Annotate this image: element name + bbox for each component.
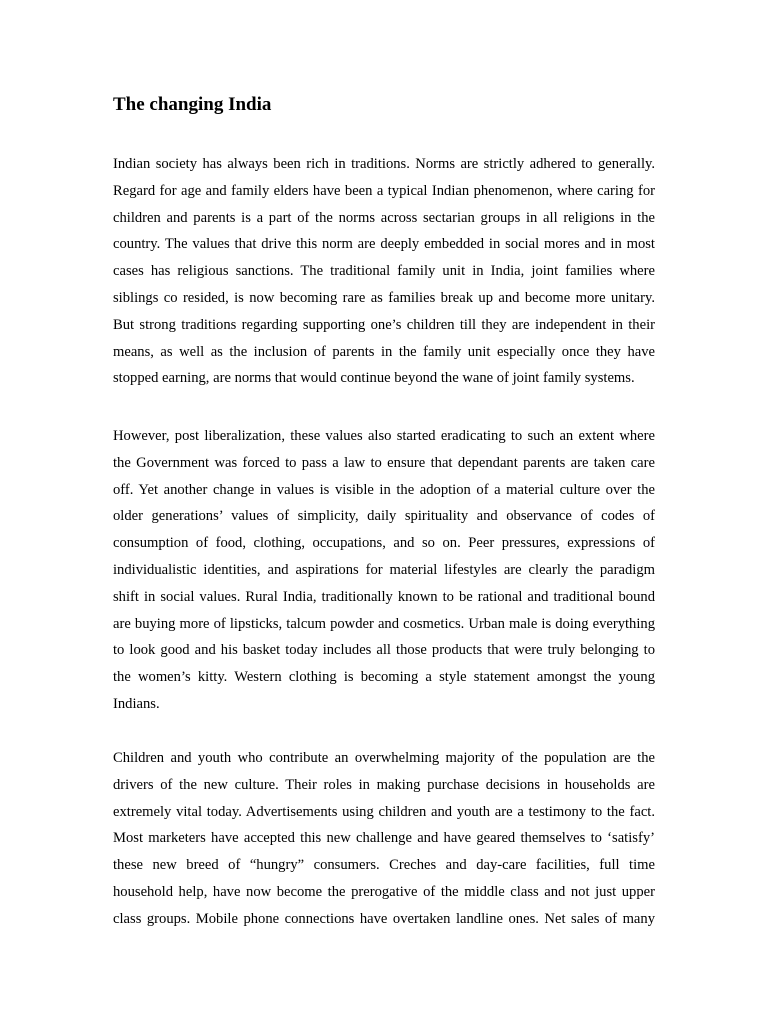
text-line: extremely vital today. Advertisements using children and youth are a testimony to the fact.: [113, 803, 655, 820]
paragraph-1: [113, 151, 655, 392]
text-line: class groups. Mobile phone connections have overtaken landline ones. Net sales of many: [113, 910, 655, 927]
text-line: Regard for age and family elders have been a typical Indian phenomenon, where caring for: [113, 182, 655, 199]
paragraph-3: [113, 745, 655, 933]
text-line: individualistic identities, and aspirations for material lifestyles are clearly the paradigm: [113, 561, 655, 578]
text-line: Most marketers have accepted this new challenge and have geared themselves to ‘satisfy’: [113, 830, 655, 847]
paragraph-2: [113, 423, 655, 718]
text-line: shift in social values. Rural India, traditionally known to be rational and traditional bound: [113, 588, 655, 605]
text-line: cases has religious sanctions. The traditional family unit in India, joint families where: [113, 263, 655, 280]
text-line: Indians.: [113, 695, 160, 712]
text-line: Children and youth who contribute an overwhelming majority of the population are the: [113, 750, 655, 766]
document-title: The changing India: [113, 94, 272, 115]
text-line: older generations’ values of simplicity, daily spirituality and observance of codes of: [113, 508, 655, 525]
text-line: But strong traditions regarding supporting one’s children till they are independent in their: [113, 316, 655, 333]
text-line: siblings co resided, is now becoming rare as families break up and become more unitary.: [113, 289, 655, 306]
text-line: to look good and his basket today includes all those products that were truly belonging to: [113, 642, 655, 659]
text-line: the women’s kitty. Western clothing is becoming a style statement amongst the young: [113, 669, 655, 686]
text-line: are buying more of lipsticks, talcum powder and cosmetics. Urban male is doing everything: [113, 615, 655, 632]
text-line: these new breed of “hungry” consumers. Creches and day-care facilities, full time: [113, 857, 655, 874]
text-line: Indian society has always been rich in traditions. Norms are strictly adhered to generally.: [113, 156, 655, 172]
text-line: consumption of food, clothing, occupations, and so on. Peer pressures, expressions of: [113, 535, 655, 552]
text-line: the Government was forced to pass a law to ensure that dependant parents are taken care: [113, 454, 655, 471]
text-line: off. Yet another change in values is visible in the adoption of a material culture over the: [113, 481, 655, 498]
text-line: drivers of the new culture. Their roles in making purchase decisions in households are: [113, 776, 655, 793]
text-line: children and parents is a part of the norms across sectarian groups in all religions in the: [113, 209, 655, 226]
text-line: household help, have now become the prerogative of the middle class and not just upper: [113, 883, 655, 900]
text-line: country. The values that drive this norm are deeply embedded in social mores and in most: [113, 236, 655, 253]
text-line: However, post liberalization, these values also started eradicating to such an extent where: [113, 428, 655, 444]
text-line: stopped earning, are norms that would continue beyond the wane of joint family systems.: [113, 370, 635, 387]
text-line: means, as well as the inclusion of parents in the family unit especially once they have: [113, 343, 655, 360]
